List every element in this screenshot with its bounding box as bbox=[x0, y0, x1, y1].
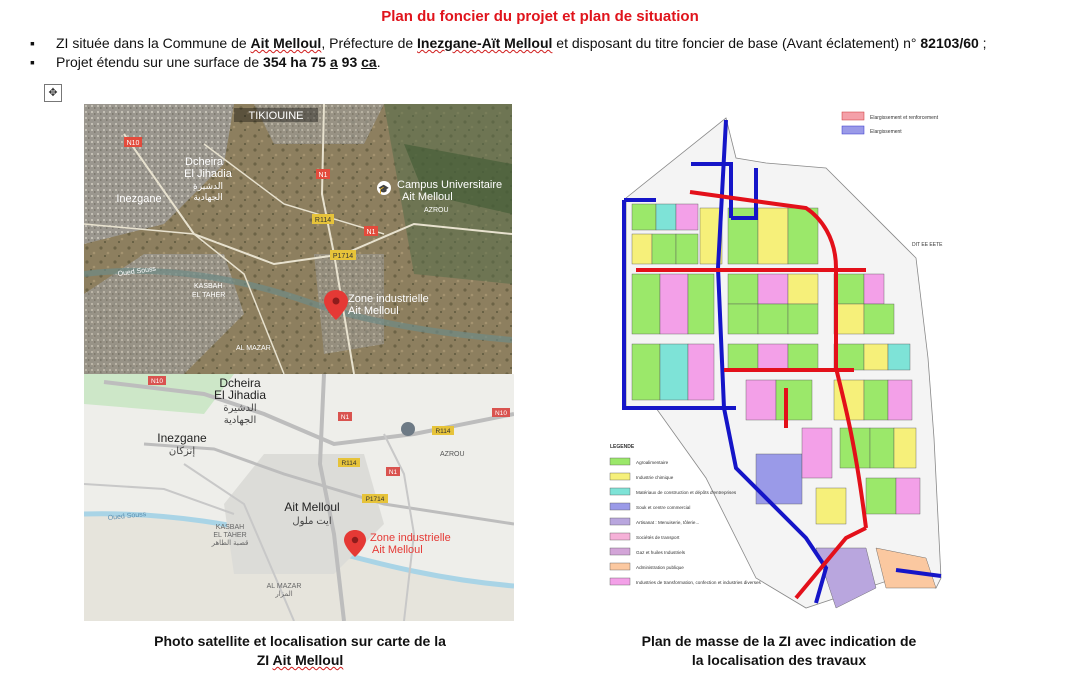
label-aitmelloul-ar: ايت ملول bbox=[292, 516, 332, 527]
legend-top-label: Elargissement bbox=[870, 129, 902, 135]
label-eltaher: EL TAHER bbox=[213, 532, 247, 539]
legend-label: Agroalimentaire bbox=[636, 460, 669, 465]
road-badge-n1: N1 bbox=[318, 172, 328, 179]
surface-a: a bbox=[329, 54, 338, 70]
label-eljihadia: El Jihadia bbox=[184, 168, 232, 180]
commune-name: Ait Melloul bbox=[250, 35, 322, 51]
master-plan-graphic bbox=[596, 108, 958, 622]
label-dcheira-ar: الدشيرة bbox=[223, 403, 257, 414]
legend-swatch bbox=[610, 473, 630, 480]
label-dcheira: Dcheira bbox=[185, 156, 223, 168]
road-badge-n10: N10 bbox=[151, 378, 163, 385]
caption-right-line2: la localisation des travaux bbox=[691, 652, 867, 668]
label-oued: Oued Souss bbox=[117, 265, 157, 278]
label-eljihadia: El Jihadia bbox=[213, 388, 267, 402]
road-badge-n1: N1 bbox=[388, 469, 398, 476]
graduation-cap-icon bbox=[401, 422, 415, 436]
label-azrou: AZROU bbox=[440, 451, 465, 458]
road-badge-p1714: P1714 bbox=[332, 253, 354, 260]
legend-swatch bbox=[610, 548, 630, 555]
label-jihadia-ar: الجهادية bbox=[223, 415, 257, 426]
label-almazar: AL MAZAR bbox=[266, 583, 302, 590]
label-aitmelloul: Ait Melloul bbox=[284, 500, 340, 514]
road-badge-n1: N1 bbox=[340, 414, 350, 421]
label-inezgane-ar: إنزكان bbox=[168, 446, 196, 457]
road-badge-n1: N1 bbox=[366, 229, 376, 236]
label-zone-2: Ait Melloul bbox=[372, 544, 423, 556]
prefecture-name: Inezgane-Aït Melloul bbox=[417, 35, 553, 51]
surface-ha: 354 ha 75 bbox=[263, 54, 330, 70]
bullet-item-surface bbox=[30, 53, 1040, 72]
caption-left-name: Ait Melloul bbox=[272, 652, 344, 668]
legend-swatch bbox=[610, 503, 630, 510]
caption-left-line2 bbox=[110, 651, 490, 670]
legend-swatch bbox=[610, 458, 630, 465]
legend-top-label: Elargissement et renforcement bbox=[870, 115, 939, 121]
satellite-map-graphic bbox=[84, 104, 512, 374]
legend-swatch bbox=[610, 488, 630, 495]
road-badge-n10: N10 bbox=[126, 140, 140, 147]
bullet-text: et disposant du titre foncier de base (Avant éclatement) n° bbox=[552, 35, 921, 51]
label-jihadia-ar: الجهادية bbox=[193, 192, 223, 202]
caption-left-line1: Photo satellite et localisation sur carte de la bbox=[154, 633, 446, 649]
bullet-text: . bbox=[376, 54, 381, 70]
legend-swatch bbox=[610, 578, 630, 585]
label-almazar: AL MAZAR bbox=[236, 345, 271, 352]
label-dcheira-ar: الدشيرة bbox=[193, 181, 223, 191]
label-kasbah: KASBAH bbox=[215, 524, 245, 531]
legend-label: Souk et centre commercial bbox=[636, 505, 691, 510]
label-zone: Zone industrielle bbox=[370, 532, 451, 544]
label-inezgane: Inezgane bbox=[157, 431, 207, 445]
label-kasbah-ar: قصبة الطاهر bbox=[211, 540, 249, 547]
surface-ca: ca bbox=[361, 54, 377, 70]
titre-foncier: 82103/60 bbox=[920, 35, 979, 51]
legend-label: Gaz et huiles Industriels bbox=[636, 550, 686, 555]
label-campus-2: Ait Melloul bbox=[402, 191, 453, 203]
road-map-graphic bbox=[84, 374, 514, 621]
plan-road-label: DIT EE EETE bbox=[912, 242, 943, 248]
legend-label: Artisanat : Menuiserie, tôlerie... bbox=[636, 520, 700, 525]
bullet-text: Projet étendu sur une surface de bbox=[56, 54, 264, 70]
caption-right bbox=[594, 632, 964, 670]
road-badge-r114: R114 bbox=[435, 428, 451, 435]
label-inezgane: Inezgane bbox=[116, 193, 162, 205]
caption-left bbox=[110, 632, 490, 670]
legend-label: Administration publique bbox=[636, 565, 684, 570]
bullet-list bbox=[30, 34, 1040, 72]
legend-label: Industries de transformation, confection et industries diverses bbox=[636, 580, 761, 585]
bullet-marker: ▪ bbox=[30, 54, 35, 70]
surface-93: 93 bbox=[337, 54, 362, 70]
legend-swatch bbox=[610, 563, 630, 570]
legend-swatch bbox=[610, 518, 630, 525]
label-tikiouine: TIKIOUINE bbox=[248, 110, 304, 122]
label-almazar-ar: المزار bbox=[275, 591, 293, 598]
label-zone: Zone industrielle bbox=[348, 293, 429, 305]
road-map bbox=[84, 374, 514, 621]
move-handle-icon[interactable]: ✥ bbox=[44, 84, 62, 102]
bullet-marker: ▪ bbox=[30, 35, 35, 51]
legend-label: Industrie chimique bbox=[636, 475, 674, 480]
label-campus: Campus Universitaire bbox=[397, 179, 503, 191]
bullet-text: , Préfecture de bbox=[321, 35, 418, 51]
plan-legend-top bbox=[842, 112, 939, 135]
road-badge-r114: R114 bbox=[341, 460, 357, 467]
road-badge-p1714: P1714 bbox=[365, 496, 385, 503]
label-oued: Oued Souss bbox=[107, 510, 147, 522]
caption-right-line1: Plan de masse de la ZI avec indication de bbox=[641, 633, 917, 649]
legend-label: Sociétés de transport bbox=[636, 535, 680, 540]
legend-swatch bbox=[610, 533, 630, 540]
label-azrou: AZROU bbox=[424, 207, 449, 214]
bullet-item-location bbox=[30, 34, 1040, 53]
svg-text:🎓: 🎓 bbox=[378, 184, 390, 194]
legend-label: Matériaux de construction et dépôts d'entreprises bbox=[636, 490, 737, 495]
bullet-text: ZI située dans la Commune de bbox=[56, 35, 251, 51]
bullet-text: ; bbox=[978, 35, 987, 51]
legend-title: LEGENDE bbox=[610, 444, 635, 450]
page-title: Plan du foncier du projet et plan de situation bbox=[381, 8, 699, 25]
label-zone-2: Ait Melloul bbox=[348, 305, 399, 317]
master-plan bbox=[596, 108, 958, 622]
label-kasbah: KASBAH bbox=[194, 283, 223, 290]
label-dcheira: Dcheira bbox=[219, 376, 261, 390]
road-badge-r114: R114 bbox=[314, 217, 332, 224]
satellite-map bbox=[84, 104, 512, 374]
road-badge-n10: N10 bbox=[495, 410, 507, 417]
caption-left-prefix: ZI bbox=[256, 652, 273, 668]
label-eltaher: EL TAHER bbox=[192, 292, 226, 299]
